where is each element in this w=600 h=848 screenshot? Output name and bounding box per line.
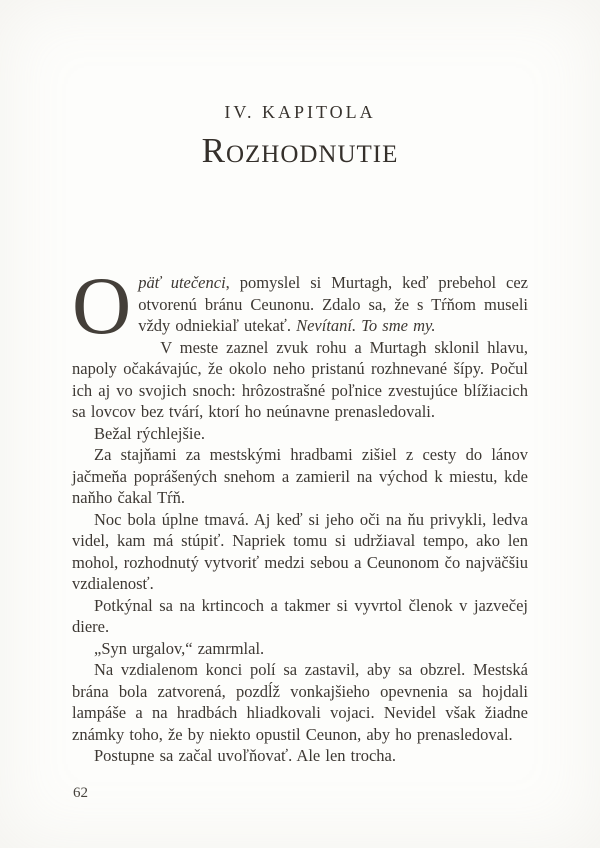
drop-cap: O bbox=[72, 260, 132, 351]
paragraph-6: Potkýnal sa na krtincoch a takmer si vyvrtol členok v jazvečej diere. bbox=[72, 595, 528, 636]
paragraph-5: Noc bola úplne tmavá. Aj keď si jeho oči na ňu privykli, ledva videl, kam má stúpiť. Napriek tomu si udržiaval tempo, ako len mohol, rozhodnutý vytvoriť medzi sebou a Ceunonom čo najväčšiu vzdialenosť. bbox=[72, 509, 528, 593]
chapter-title: Rozhodnutie bbox=[201, 131, 399, 170]
paragraph-1-italic-lead: päť utečenci bbox=[138, 273, 226, 292]
paragraph-4: Za stajňami za mestskými hradbami zišiel z cesty do lánov jačmeňa poprášených snehom a zamieril na východ k miestu, kde naňho čakal Tŕň. bbox=[72, 445, 528, 507]
body-text bbox=[72, 260, 528, 767]
paragraph-2: V meste zaznel zvuk rohu a Murtagh sklonil hlavu, napoly očakávajúc, že okolo neho pristanú rozhnevané šípy. Počul ich aj vo svojich snoch: hrôzostrašné poľnice zvestujúce blížiacich sa lovcov bez tvárí, ktorí ho neúnavne prenasledovali. bbox=[72, 337, 528, 421]
paragraph-1-italic-tail: Nevítaní. To sme my. bbox=[296, 316, 436, 335]
paragraph-1 bbox=[72, 260, 528, 351]
paragraph-1-text: , pomyslel si Murtagh, keď prebehol cez otvorenú bránu Ceunonu. Zdalo sa, že s Tŕňom museli vždy odniekiaľ utekať. bbox=[138, 273, 528, 335]
paragraph-9: Postupne sa začal uvoľňovať. Ale len trocha. bbox=[94, 746, 397, 765]
page-number: 62 bbox=[73, 785, 88, 801]
paragraph-7: „Syn urgalov,“ zamrmlal. bbox=[94, 638, 265, 658]
paragraph-8: Na vzdialenom konci polí sa zastavil, aby sa obzrel. Mestská brána bola zatvorená, pozdĺž vonkajšieho opevnenia sa hojdali lampáše a na hradbách hliadkovali vojaci. Nevidel však žiadne známky toho, že by niekto opustil Ceunon, aby ho prenasledoval. bbox=[72, 660, 528, 744]
chapter-label: IV. KAPITOLA bbox=[224, 102, 376, 122]
paragraph-3: Bežal rýchlejšie. bbox=[94, 423, 205, 443]
